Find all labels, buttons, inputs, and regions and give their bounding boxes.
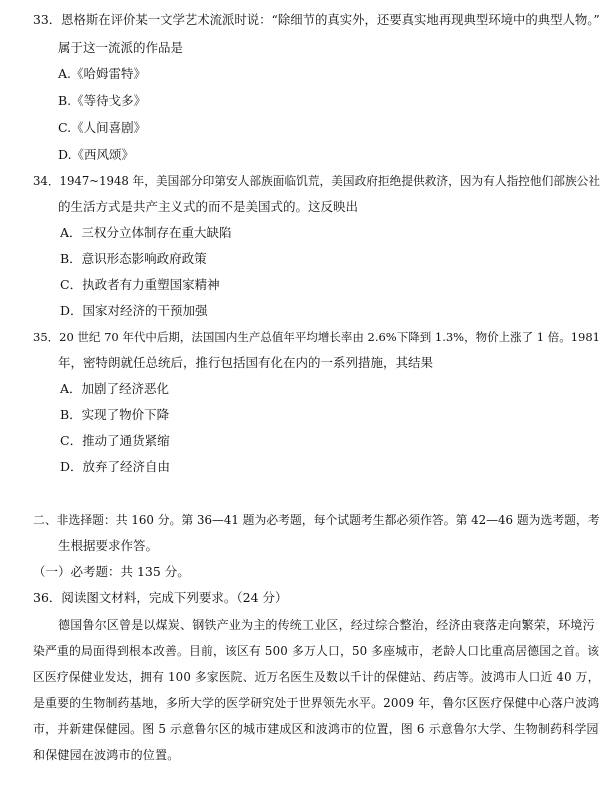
q35-stem-line1: 35．20 世纪 70 年代中后期，法国国内生产总值年平均增长率由 2.6%下降到 1.3%，物价上涨了 1 倍。1981: [33, 330, 600, 344]
q33-option-b: B.《等待戈多》: [58, 93, 147, 108]
q34-option-b: B．意识形态影响政府政策: [60, 251, 207, 266]
q34-option-d: D．国家对经济的干预加强: [60, 303, 208, 318]
q34-stem-line1: 34．1947~1948 年，美国部分印第安人部族面临饥荒，美国政府拒绝提供救济，因为有人指控他们部族公社: [33, 174, 601, 188]
q36-material-line1: 德国鲁尔区曾是以煤炭、钢铁产业为主的传统工业区，经过综合整治，经济由衰落走向繁荣，环境污: [58, 618, 595, 632]
q35-option-c: C．推动了通货紧缩: [60, 433, 170, 448]
q35-option-b: B．实现了物价下降: [60, 407, 170, 422]
section2-heading-line2: 生根据要求作答。: [58, 538, 159, 553]
q34-option-c: C．执政者有力重塑国家精神: [60, 277, 220, 292]
q33-stem-line1: 33．恩格斯在评价某一文学艺术流派时说：“除细节的真实外，还要真实地再现典型环境中的典型人物。”: [33, 12, 600, 27]
q36-material-line6: 和保健园在波鸿市的位置。: [33, 748, 180, 762]
q35-option-a: A．加剧了经济恶化: [60, 381, 170, 396]
q36-title: 36．阅读图文材料，完成下列要求。（24 分）: [33, 590, 288, 605]
q33-option-c: C.《人间喜剧》: [58, 120, 147, 135]
section2-subheading: （一）必考题：共 135 分。: [33, 564, 190, 579]
q36-material-line5: 市，并新建保健园。图 5 示意鲁尔区的城市建成区和波鸿市的位置，图 6 示意鲁尔大学、生物制药科学园: [33, 722, 599, 736]
section2-heading-line1: 二、非选择题：共 160 分。第 36—41 题为必考题，每个试题考生都必须作答。第 42—46 题为选考题，考: [33, 513, 600, 527]
q35-stem-line2: 年，密特朗就任总统后，推行包括国有化在内的一系列措施，其结果: [58, 355, 434, 370]
q36-material-line3: 区医疗保健业发达，拥有 100 多家医院、近万名医生及数以千计的保健站、药店等。波鸿市人口近 40 万，: [33, 670, 600, 684]
q33-option-a: A.《哈姆雷特》: [58, 66, 147, 81]
q34-option-a: A．三权分立体制存在重大缺陷: [60, 225, 232, 240]
q34-stem-line2: 的生活方式是共产主义式的而不是美国式的。这反映出: [58, 199, 359, 214]
q33-option-d: D.《西风颂》: [58, 147, 135, 162]
q36-material-line4: 是重要的生物制药基地，多所大学的医学研究处于世界领先水平。2009 年，鲁尔区医疗保健中心落户波鸿: [33, 696, 600, 710]
q35-option-d: D．放弃了经济自由: [60, 459, 171, 474]
q33-stem-line2: 属于这一流派的作品是: [58, 40, 184, 55]
q36-material-line2: 染严重的局面得到根本改善。目前，该区有 500 多万人口，50 多座城市，老龄人口比重高居德国之首。该: [33, 644, 600, 658]
